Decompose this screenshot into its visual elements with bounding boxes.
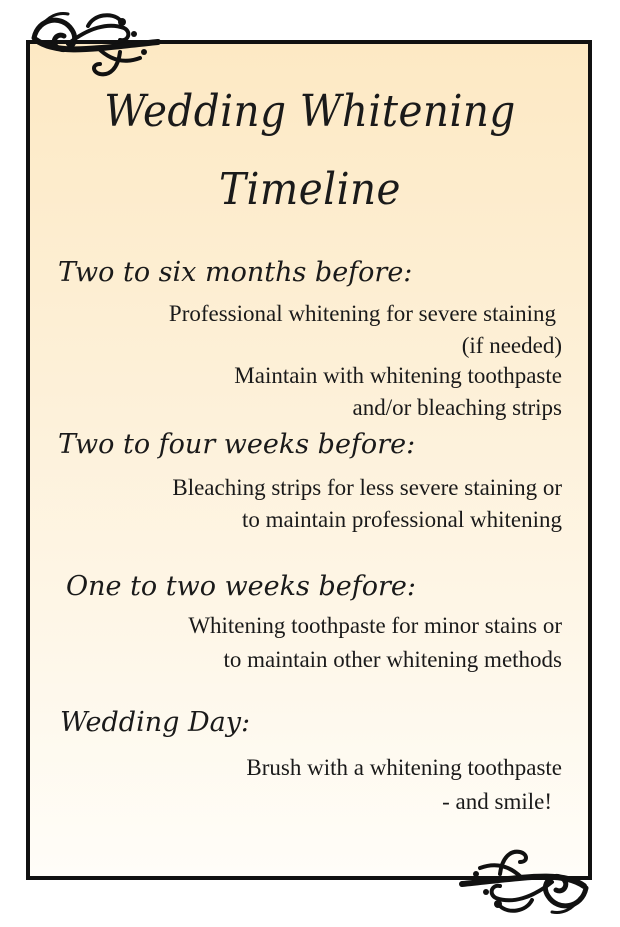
- section-line: Whitening toothpaste for minor stains or: [188, 613, 562, 638]
- title-line-1: Wedding Whitening: [104, 86, 516, 137]
- section-line: to maintain professional whitening: [241, 507, 562, 532]
- flourish-top-left-icon: [28, 8, 168, 88]
- flourish-bottom-right-icon: [452, 838, 592, 918]
- section-heading: One to two weeks before:: [66, 571, 416, 602]
- section-heading: Wedding Day:: [60, 707, 251, 738]
- section-line: and/or bleaching strips: [352, 395, 562, 420]
- section-heading: Two to six months before:: [58, 257, 413, 288]
- section-line: Maintain with whitening toothpaste: [234, 363, 562, 388]
- section-line: to maintain other whitening methods: [223, 647, 562, 672]
- title-line-2: Timeline: [219, 164, 401, 215]
- section-line: Bleaching strips for less severe staining or: [172, 475, 562, 500]
- section-heading: Two to four weeks before:: [58, 429, 416, 460]
- section-line: - and smile!: [442, 789, 552, 814]
- section-line: (if needed): [461, 333, 562, 358]
- section-line: Professional whitening for severe staining: [168, 301, 556, 326]
- section-line: Brush with a whitening toothpaste: [246, 755, 562, 780]
